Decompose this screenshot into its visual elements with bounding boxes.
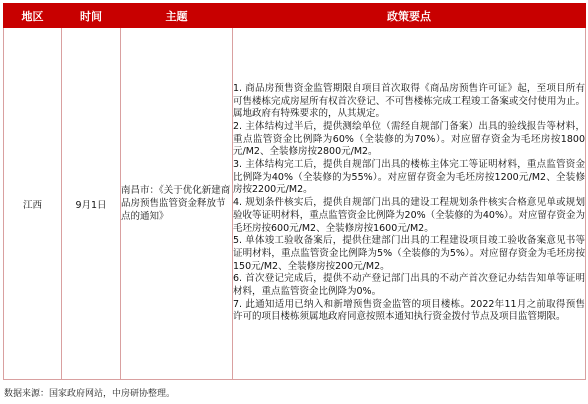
header-topic: 主题 <box>121 4 233 28</box>
source-note: 数据来源：国家政府网站，中房研协整理。 <box>4 389 176 399</box>
policy-point-7: 7. 此通知适用已纳入和新增预售资金监管的项目楼栋。2022年11月之前取得预售许可的项目楼栋须属地政府同意按照本通知执行资金拨付节点及项目监管期限。 <box>233 298 585 323</box>
header-date: 时间 <box>62 4 121 28</box>
policy-table <box>3 3 586 380</box>
policy-point-2: 2. 主体结构过半后，提供测绘单位（需经自规部门备案）出具的验线报告等材料，重点监管资金比例降为60%（全装修的为70%）。对应留存资金为毛坯房按1800元/M2、全装修房按2800元/M2。 <box>233 120 585 158</box>
cell-region: 江西 <box>4 28 62 380</box>
policy-point-4: 4. 规划条件核实后，提供自规部门出具的建设工程规划条件核实合格意见单或规划验收等证明材料，重点监管资金比例降为20%（全装修的为40%）。对应留存资金为毛坯房按600元/M2、全装修房按1600元/M2。 <box>233 197 585 234</box>
policy-point-3: 3. 主体结构完工后，提供自规部门出具的楼栋主体完工等证明材料，重点监管资金比例降为40%（全装修的为55%）。对应留存资金为毛坯房按1200元/M2、全装修房按2200元/M2。 <box>233 159 585 196</box>
policy-point-6: 6. 首次登记完成后，提供不动产登记部门出具的不动产首次登记办结告知单等证明材料，重点监管资金比例降为0%。 <box>233 273 585 298</box>
header-region: 地区 <box>4 4 62 28</box>
table-row <box>4 28 586 380</box>
policy-point-1: 1. 商品房预售资金监管期限自项目首次取得《商品房预售许可证》起，至项目所有可售楼栋完成房屋所有权首次登记、不可售楼栋完成工程竣工备案或交付使用为止。属地政府有特殊要求的，从其规定。 <box>233 82 585 120</box>
cell-topic: 南昌市：《关于优化新建商品房预售监管资金释放节点的通知》 <box>121 28 233 380</box>
cell-policy-points <box>233 28 586 380</box>
cell-date: 9月1日 <box>62 28 121 380</box>
policy-point-5: 5. 单体竣工验收备案后，提供住建部门出具的工程建设项目竣工验收备案意见书等证明材料，重点监管资金比例降为5%（全装修的为5%）。对应留存资金为毛坯房按150元/M2、全装修房按200元/M2。 <box>233 235 585 272</box>
header-policy-points: 政策要点 <box>233 4 586 28</box>
table-header-row <box>4 4 586 28</box>
